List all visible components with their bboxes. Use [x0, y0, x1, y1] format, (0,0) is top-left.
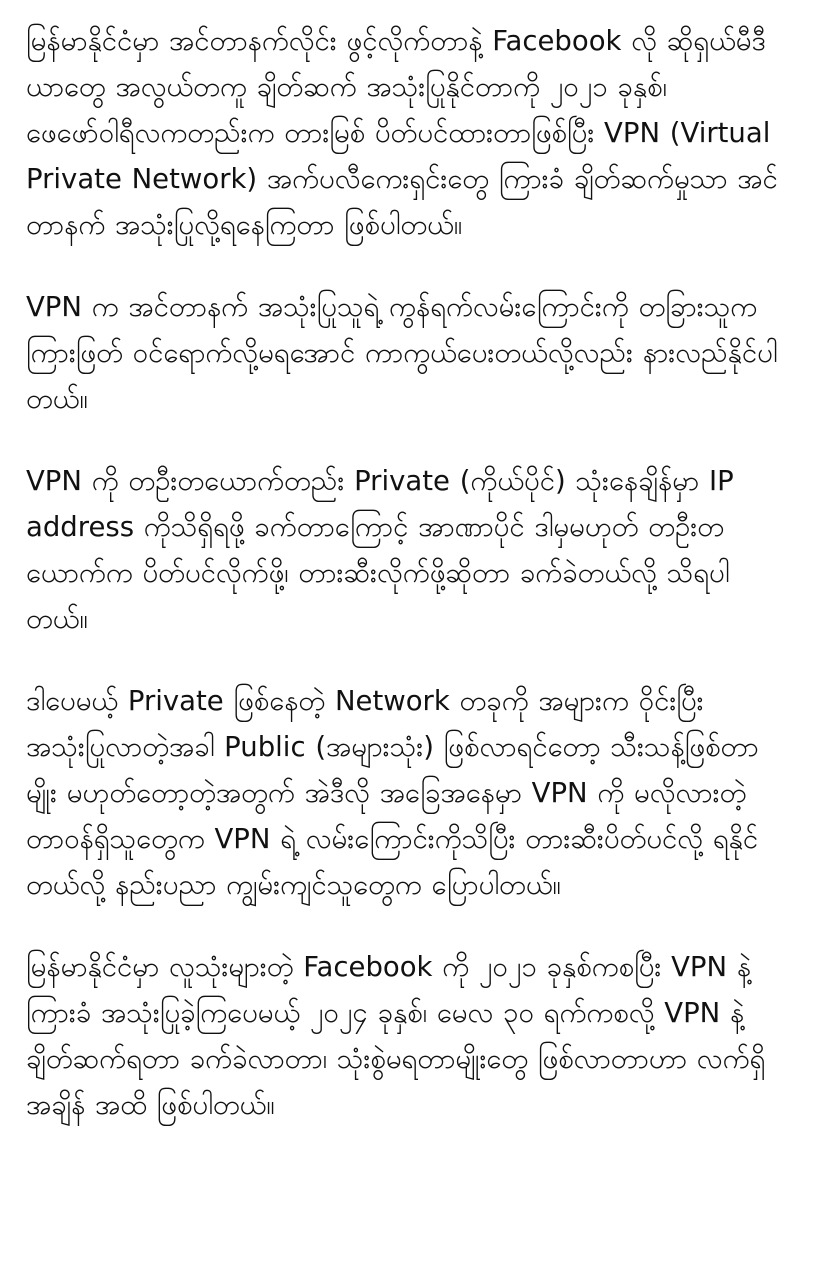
paragraph-5: မြန်မာနိုင်ငံမှာ လူသုံးများတဲ့ Facebook ကို ၂၀၂၁ ခုနှစ်ကစပြီး VPN နဲ့ ကြားခံ အသုံးပြုခဲ့ကြပေမယ့် ၂၀၂၄ ခုနှစ်၊ မေလ ၃၀ ရက်ကစလို့ VPN နဲ့ချိတ်ဆက်ရတာ ခက်ခဲလာတာ၊ သုံးစွဲမရတာမျိုးတွေ ဖြစ်လာတာဟာ လက်ရှိအချိန် အထိ ဖြစ်ပါတယ်။ — [26, 951, 766, 1121]
paragraph-3: VPN ကို တဦးတယောက်တည်း Private (ကိုယ်ပိုင်) သုံးနေချိန်မှာ IP address ကိုသိရှိရဖို့ ခက်တာကြောင့် အာဏာပိုင် ဒါမှမဟုတ် တဦးတယောက်က ပိတ်ပင်လိုက်ဖို့၊ တားဆီးလိုက်ဖို့ဆိုတာ ခက်ခဲတယ်လို့ သိရပါတယ်။ — [26, 465, 744, 635]
paragraph-1: မြန်မာနိုင်ငံမှာ အင်တာနက်လိုင်း ဖွင့်လိုက်တာနဲ့ Facebook လို ဆိုရှယ်မီဒီယာတွေ အလွယ်တကူ ချိတ်ဆက် အသုံးပြုနိုင်တာကို ၂၀၂၁ ခုနှစ်၊ ဖေဖော်ဝါရီလကတည်းက တားမြစ် ပိတ်ပင်ထားတာဖြစ်ပြီး VPN (Virtual Private Network) အက်ပလီကေးရှင်းတွေ ကြားခံ ချိတ်ဆက်မှုသာ အင်တာနက် အသုံးပြုလို့ရနေကြတာ ဖြစ်ပါတယ်။ — [26, 25, 781, 241]
paragraph-4: ဒါပေမယ့် Private ဖြစ်နေတဲ့ Network တခုကို အများက ဝိုင်းပြီး အသုံးပြုလာတဲ့အခါ Public (အများသုံး) ဖြစ်လာရင်တော့ သီးသန့်ဖြစ်တာမျိုး မဟုတ်တော့တဲ့အတွက် အဲဒီလို အခြေအနေမှာ VPN ကို မလိုလားတဲ့ တာဝန်ရှိသူတွေက VPN ရဲ့ လမ်းကြောင်းကိုသိပြီး တားဆီးပိတ်ပင်လို့ ရနိုင်တယ်လို့ နည်းပညာ ကျွမ်းကျင်သူတွေက ပြောပါတယ်။ — [26, 685, 759, 901]
paragraph-2: VPN က အင်တာနက် အသုံးပြုသူရဲ့ ကွန်ရက်လမ်းကြောင်းကို တခြားသူက ကြားဖြတ် ဝင်ရောက်လို့မရအောင် ကာကွယ်ပေးတယ်လို့လည်း နားလည်နိုင်ပါတယ်။ — [26, 291, 778, 415]
